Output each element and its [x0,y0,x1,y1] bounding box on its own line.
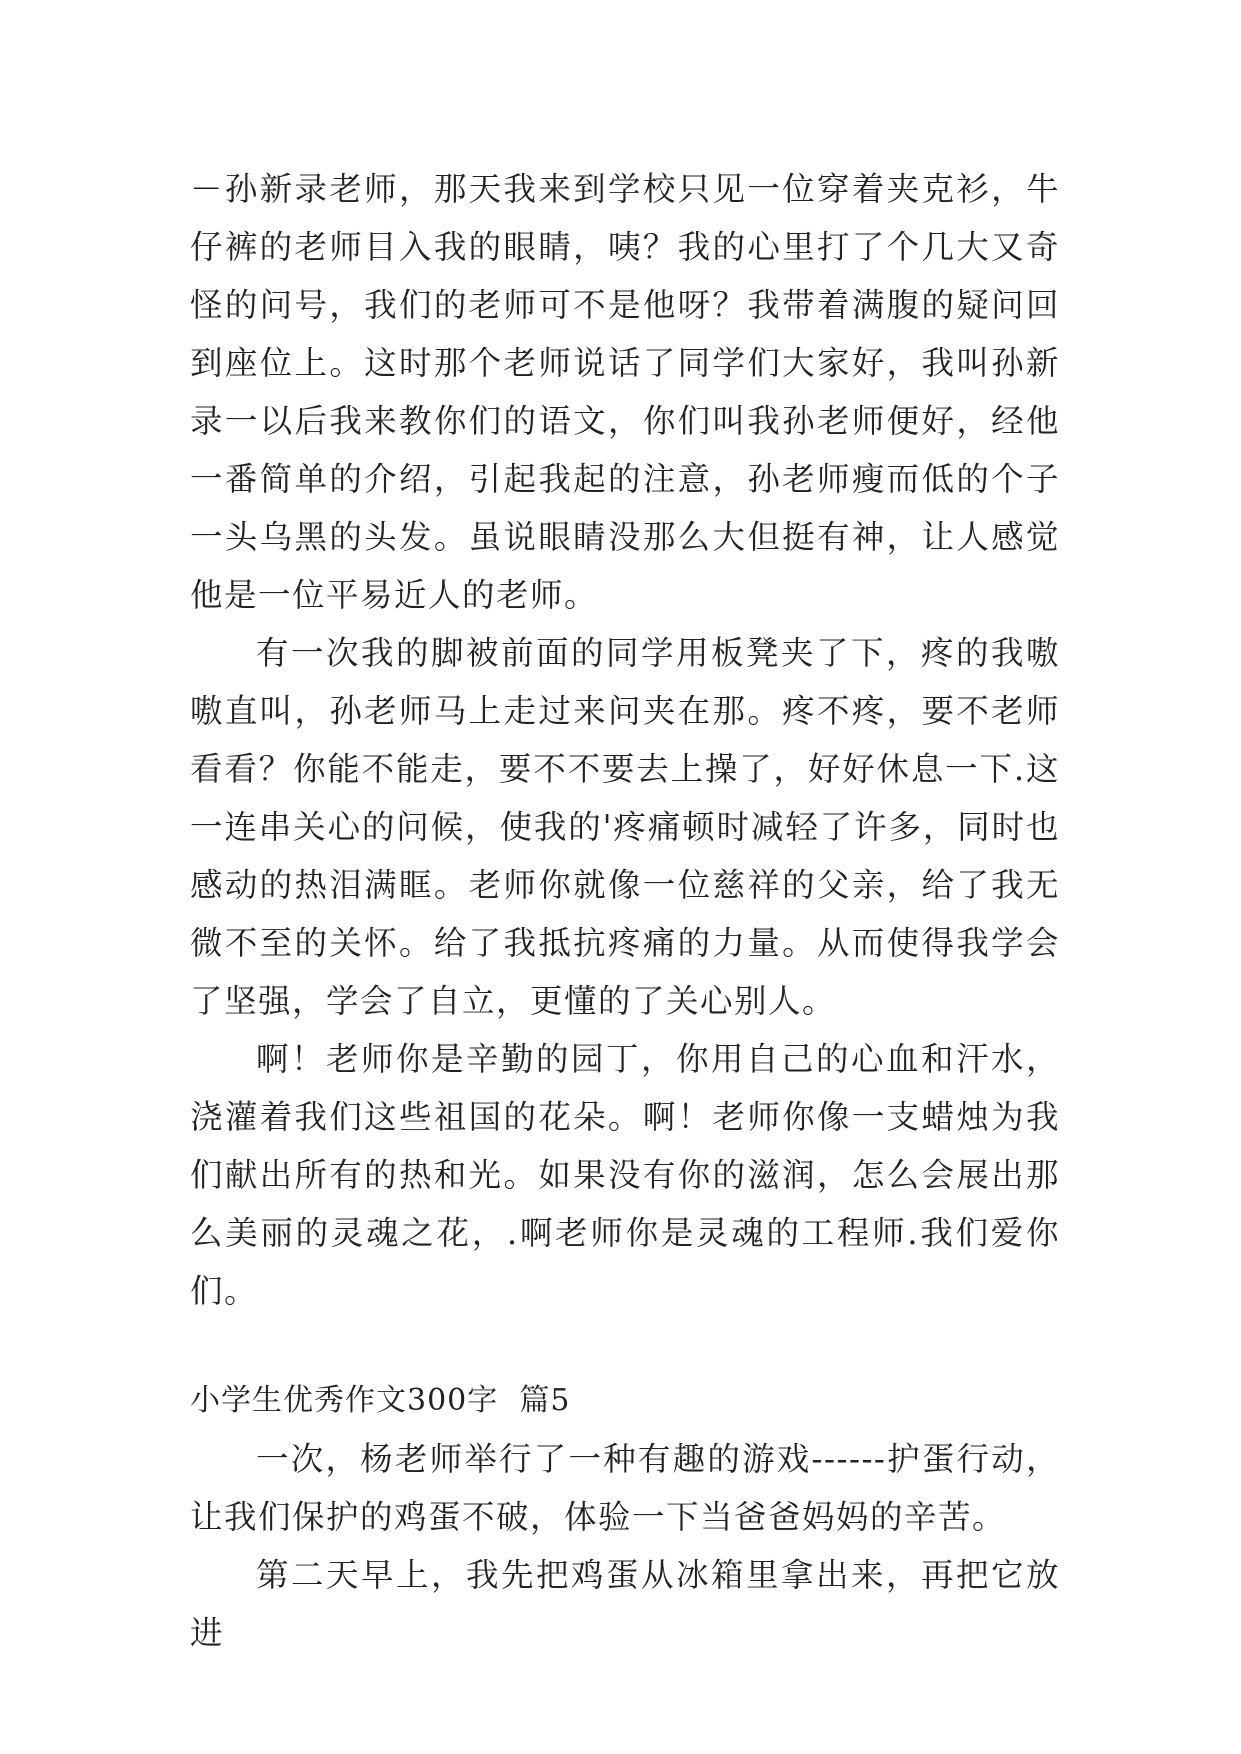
paragraph-2: 有一次我的脚被前面的同学用板凳夹了下，疼的我嗷嗷直叫，孙老师马上走过来问夹在那。疼不疼，要不老师看看？你能不能走，要不不要去上操了，好好休息一下.这一连串关心的问候，使我的'疼痛顿时减轻了许多，同时也感动的热泪满眶。老师你就像一位慈祥的父亲，给了我无微不至的关怀。给了我抵抗疼痛的力量。从而使得我学会了坚强，学会了自立，更懂的了关心别人。 [190,634,1060,1020]
document-body [190,160,1060,1662]
paragraph-4: 一次，杨老师举行了一种有趣的游戏------护蛋行动，让我们保护的鸡蛋不破，体验一下当爸爸妈妈的辛苦。 [190,1440,1060,1536]
paragraph-1: －孙新录老师，那天我来到学校只见一位穿着夹克衫，牛仔裤的老师目入我的眼睛，咦？我的心里打了个几大又奇怪的问号，我们的老师可不是他呀？我带着满腹的疑问回到座位上。这时那个老师说话了同学们大家好，我叫孙新录一以后我来教你们的语文，你们叫我孙老师便好，经他一番简单的介绍，引起我起的注意，孙老师瘦而低的个子一头乌黑的头发。虽说眼睛没那么大但挺有神，让人感觉他是一位平易近人的老师。 [190,170,1060,614]
section-heading: 小学生优秀作文300字 篇5 [190,1383,571,1418]
paragraph-3: 啊！老师你是辛勤的园丁，你用自己的心血和汗水，浇灌着我们这些祖国的花朵。啊！老师你像一支蜡烛为我们献出所有的热和光。如果没有你的滋润，怎么会展出那么美丽的灵魂之花，.啊老师你是灵魂的工程师.我们爱你们。 [190,1040,1060,1310]
paragraph-5: 第二天早上，我先把鸡蛋从冰箱里拿出来，再把它放进 [190,1556,1060,1652]
